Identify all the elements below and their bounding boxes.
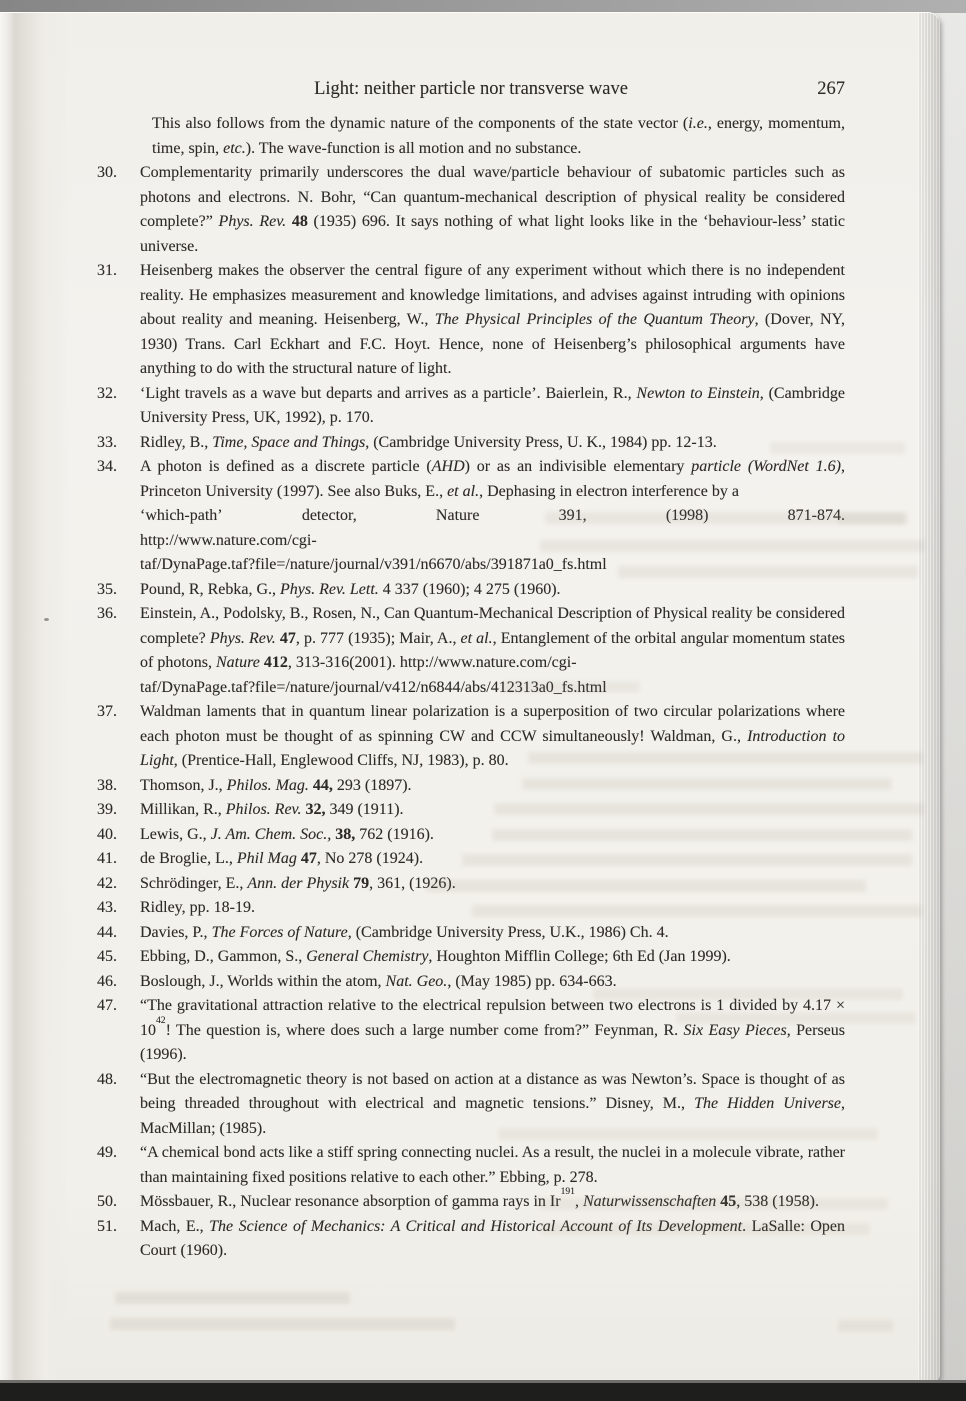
reference-number: 38. bbox=[97, 776, 117, 794]
reference-item bbox=[97, 161, 845, 259]
reference-number: 46. bbox=[97, 972, 117, 990]
margin-speck bbox=[44, 618, 49, 621]
page-edge-stack bbox=[918, 13, 940, 1384]
reference-text: Boslough, J., Worlds within the atom, Nat. Geo., (May 1985) pp. 634-663. bbox=[140, 972, 617, 990]
bleed-through-line bbox=[838, 1320, 893, 1332]
reference-item bbox=[97, 382, 845, 431]
reference-item bbox=[97, 994, 845, 1068]
reference-number: 35. bbox=[97, 580, 117, 598]
reference-text: Heisenberg makes the observer the central figure of any experiment without which there is no independent reality. He emphasizes measurement and knowledge limitations, and advises against intruding with opinions about reality and meaning. Heisenberg, W., The Physical Principles of the Quantum Theory, (Dover, NY, 1930) Trans. Carl Eckhart and F.C. Hoyt. Hence, none of Heisenberg’s philosophical arguments have anything to do with the structural nature of light. bbox=[140, 262, 846, 377]
bleed-through-line bbox=[540, 1223, 870, 1235]
page-content bbox=[97, 13, 845, 1264]
reference-text: Mach, E., The Science of Mechanics: A Critical and Historical Account of Its Development. LaSalle: Open Court (1960). bbox=[140, 1217, 846, 1259]
reference-number: 30. bbox=[97, 164, 117, 181]
reference-number: 40. bbox=[97, 825, 117, 843]
scanner-background-top bbox=[0, 0, 966, 13]
reference-text: “The gravitational attraction relative to the electrical repulsion between two electrons is 1 divided by $4.17 \times 10^{42}$! The question is, where does such a large number come from?” Feynman, R. Six Easy Pieces, Perseus (1996). bbox=[140, 997, 845, 1063]
bleed-through-line bbox=[618, 566, 918, 578]
reference-text: Mössbauer, R., Nuclear resonance absorption of gamma rays in Ir$^{191}$, Naturwissenschaften 45, 538 (1958). bbox=[140, 1186, 819, 1210]
reference-item bbox=[97, 1215, 845, 1264]
running-header bbox=[97, 77, 845, 103]
reference-number: 51. bbox=[97, 1217, 117, 1235]
reference-text: Millikan, R., Philos. Rev. 32, 349 (1911). bbox=[140, 801, 404, 818]
reference-number: 50. bbox=[97, 1193, 117, 1210]
gutter-shadow bbox=[0, 13, 70, 1384]
bleed-through-line bbox=[472, 905, 922, 917]
reference-number: 45. bbox=[97, 948, 117, 965]
bleed-through-line bbox=[426, 880, 866, 892]
bleed-through-line bbox=[593, 988, 903, 1000]
endnotes-list bbox=[97, 161, 845, 1264]
bleed-through-line bbox=[492, 829, 912, 841]
bleed-through-line bbox=[528, 752, 923, 764]
reference-item bbox=[97, 602, 845, 700]
bleed-through-line bbox=[538, 1198, 888, 1210]
reference-text: de Broglie, L., Phil Mag 47, No 278 (1924). bbox=[140, 850, 424, 867]
reference-item bbox=[97, 945, 845, 970]
reference-number: 41. bbox=[97, 850, 117, 867]
book-page bbox=[0, 13, 940, 1384]
chapter-title: Light: neither particle nor transverse wave bbox=[314, 79, 628, 99]
reference-text: Ridley, B., Time, Space and Things, (Cambridge University Press, U. K., 1984) pp. 12-13. bbox=[140, 433, 717, 451]
reference-number: 31. bbox=[97, 262, 117, 279]
reference-number: 39. bbox=[97, 801, 117, 818]
intro-paragraph: This also follows from the dynamic nature of the components of the state vector (i.e., energy, momentum, time, spin, etc.). The wave-function is all motion and no substance. bbox=[152, 115, 845, 157]
bleed-through-line bbox=[110, 1318, 455, 1330]
reference-text: “But the electromagnetic theory is not based on action at a distance as was Newton’s. Space is thought of as being threaded throughout with electrical and magnetic tensions.” Disney, M., The Hidden Universe, MacMillan; (1985). bbox=[140, 1070, 845, 1137]
bleed-through-line bbox=[500, 681, 640, 693]
page-number: 267 bbox=[817, 79, 845, 99]
reference-number: 48. bbox=[97, 1070, 117, 1088]
bleed-through-line bbox=[676, 1012, 916, 1024]
bleed-through-line bbox=[770, 442, 905, 454]
reference-text: “A chemical bond acts like a stiff spring connecting nuclei. As a result, the nuclei in a molecule vibrate, rather than maintaining fixed positions relative to each other.” Ebbing, p. 278. bbox=[140, 1144, 845, 1186]
reference-number: 36. bbox=[97, 605, 117, 622]
reference-number: 43. bbox=[97, 899, 117, 916]
bleed-through-line bbox=[522, 778, 892, 790]
reference-text: Complementarity primarily underscores the dual wave/particle behaviour of subatomic particles such as photons and electrons. N. Bohr, “Can quantum-mechanical description of physical reality be considered complete?” Phys. Rev. 48 (1935) 696. It says nothing of what light looks like in the ‘behaviour-less’ static universe. bbox=[140, 164, 846, 255]
reference-number: 44. bbox=[97, 923, 117, 941]
bleed-through-line bbox=[498, 1128, 878, 1140]
bleed-through-line bbox=[540, 540, 925, 552]
reference-item bbox=[97, 259, 845, 382]
reference-number: 42. bbox=[97, 874, 117, 892]
reference-text: Schrödinger, E., Ann. der Physik 79, 361, (1926). bbox=[140, 874, 456, 892]
reference-number: 34. bbox=[97, 458, 117, 475]
reference-item bbox=[97, 578, 845, 603]
reference-number: 37. bbox=[97, 703, 117, 720]
bleed-through-line bbox=[462, 854, 912, 866]
reference-item bbox=[97, 1141, 845, 1190]
reference-text: Lewis, G., J. Am. Chem. Soc., 38, 762 (1916). bbox=[140, 825, 434, 843]
reference-item bbox=[97, 921, 845, 946]
reference-text: Pound, R, Rebka, G., Phys. Rev. Lett. 4 337 (1960); 4 275 (1960). bbox=[140, 580, 561, 598]
reference-text: Thomson, J., Philos. Mag. 44, 293 (1897). bbox=[140, 776, 412, 794]
reference-text: ‘Light travels as a wave but departs and arrives as a particle’. Baierlein, R., Newton to Einstein, (Cambridge University Press, UK, 1992), p. 170. bbox=[140, 384, 846, 426]
reference-text: Ebbing, D., Gammon, S., General Chemistry, Houghton Mifflin College; 6th Ed (Jan 1999). bbox=[140, 948, 731, 965]
reference-text: Davies, P., The Forces of Nature, (Cambridge University Press, U.K., 1986) Ch. 4. bbox=[140, 923, 669, 941]
bleed-through-line bbox=[838, 513, 908, 525]
reference-item bbox=[97, 431, 845, 456]
reference-number: 47. bbox=[97, 997, 117, 1014]
reference-number: 33. bbox=[97, 433, 117, 451]
bleed-through-line bbox=[115, 1292, 350, 1304]
reference-text: Ridley, pp. 18-19. bbox=[140, 899, 255, 916]
reference-text: Einstein, A., Podolsky, B., Rosen, N., Can Quantum-Mechanical Description of Physical reality be considered complete? Phys. Rev. 47, p. 777 (1935); Mair, A., et al., Entanglement of the orbital angular momentum states of photons, Nature 412, 313-316(2001). http://www.nature.com/cgi- taf/DynaPage.taf?file=/nature/journal/v412/n6844/abs/412313a0_fs.html bbox=[140, 605, 846, 696]
reference-number: 49. bbox=[97, 1144, 117, 1161]
bleed-through-line bbox=[494, 803, 924, 815]
scan-edge-bottom bbox=[0, 1383, 966, 1401]
reference-text: A photon is defined as a discrete particle (AHD) or as an indivisible elementary particle (WordNet 1.6), Princeton University (1997). See also Buks, E., et al., Dephasing in electron interference by a ‘which-path’ detector, Nature 391, (1998) 871-874. http://www.nature.com/cgi- taf/DynaPage.taf?file=/nature/journal/v391/n6670/abs/391871a0_fs.html bbox=[140, 458, 845, 573]
reference-text: Waldman laments that in quantum linear polarization is a superposition of two circular polarizations where each photon must be thought of as spinning CW and CCW simultaneously! Waldman, G., Introduction to Light, (Prentice-Hall, Englewood Cliffs, NJ, 1983), p. 80. bbox=[140, 703, 846, 769]
reference-number: 32. bbox=[97, 384, 117, 402]
